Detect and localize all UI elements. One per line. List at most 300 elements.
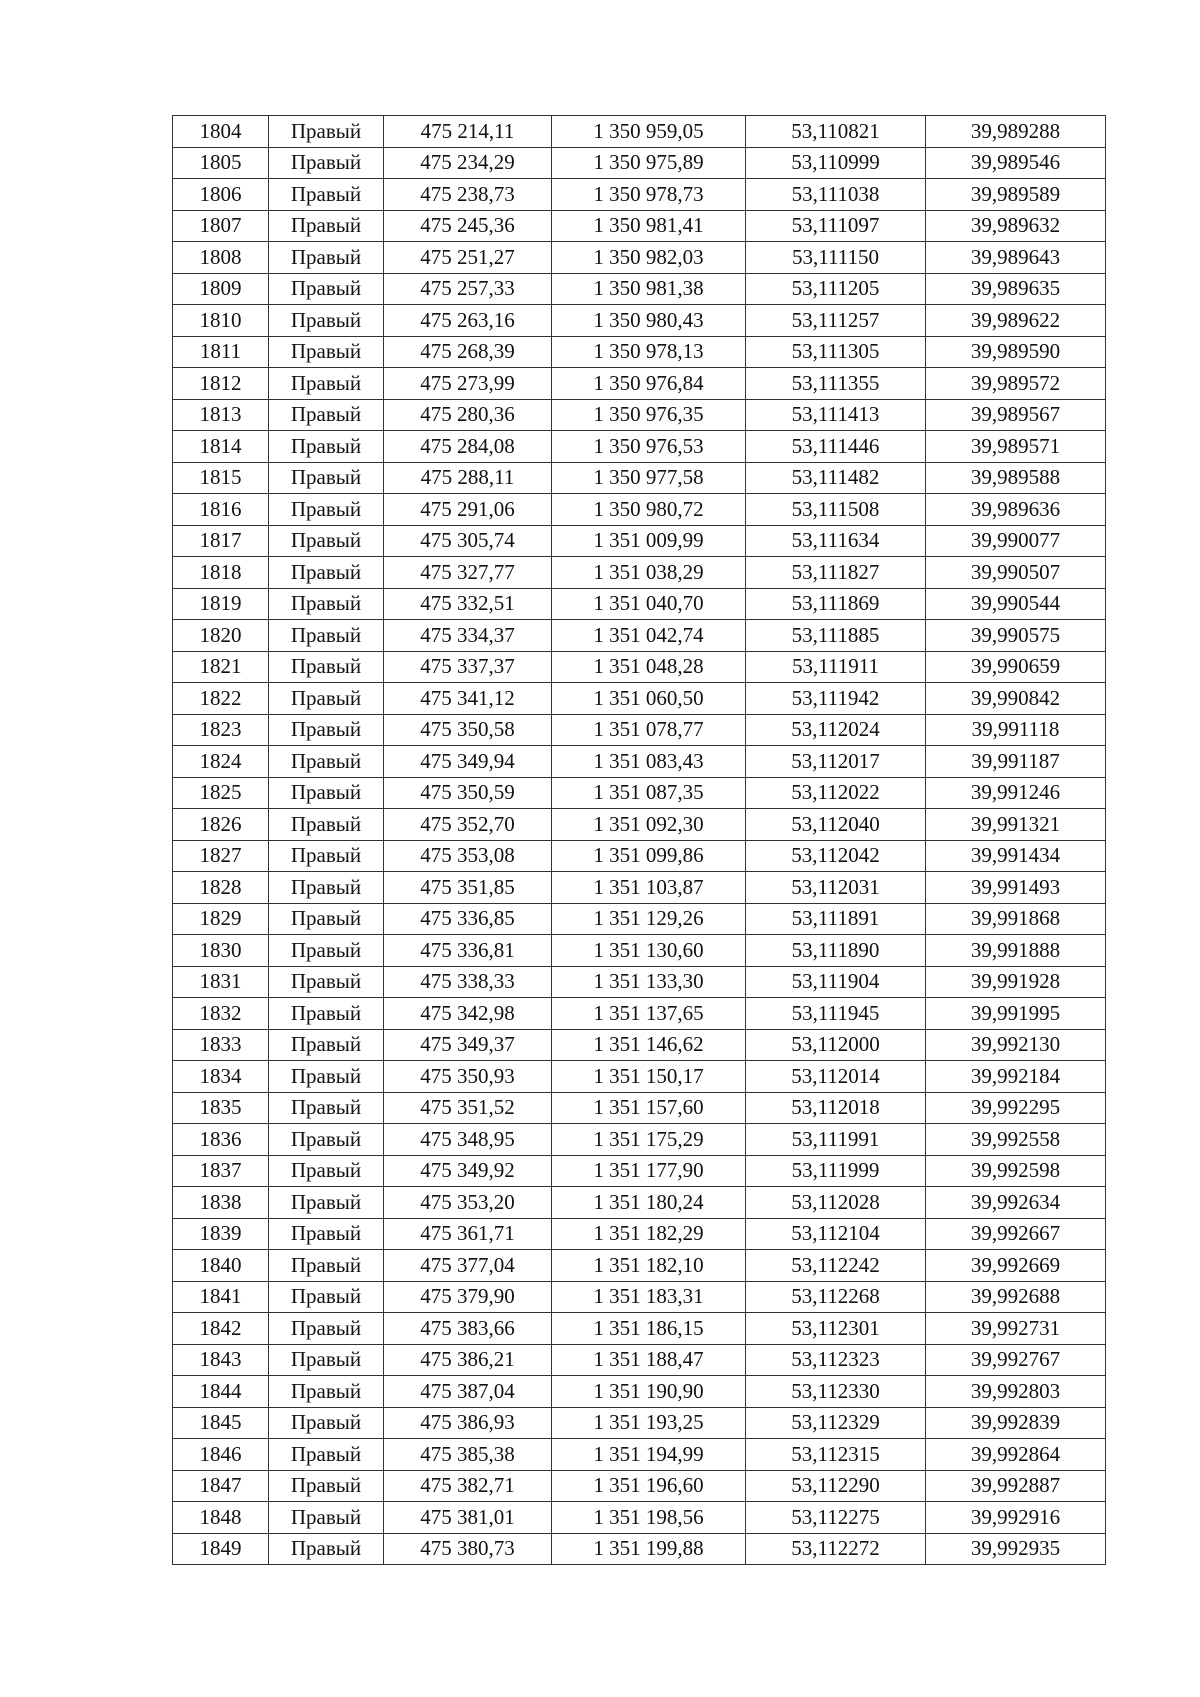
table-row (173, 651, 1106, 683)
y-coordinate-cell: 1 350 975,89 (552, 147, 746, 179)
table-row (173, 966, 1106, 998)
latitude-cell: 53,111482 (746, 462, 926, 494)
point-number-cell: 1811 (173, 336, 269, 368)
longitude-cell: 39,991246 (926, 777, 1106, 809)
y-coordinate-cell: 1 350 978,73 (552, 179, 746, 211)
latitude-cell: 53,112022 (746, 777, 926, 809)
table-row (173, 1061, 1106, 1093)
point-number-cell: 1818 (173, 557, 269, 589)
table-row (173, 1470, 1106, 1502)
longitude-cell: 39,989622 (926, 305, 1106, 337)
latitude-cell: 53,111205 (746, 273, 926, 305)
y-coordinate-cell: 1 351 183,31 (552, 1281, 746, 1313)
x-coordinate-cell: 475 238,73 (384, 179, 552, 211)
y-coordinate-cell: 1 351 048,28 (552, 651, 746, 683)
table-row (173, 1313, 1106, 1345)
longitude-cell: 39,991118 (926, 714, 1106, 746)
point-number-cell: 1831 (173, 966, 269, 998)
point-number-cell: 1838 (173, 1187, 269, 1219)
latitude-cell: 53,111945 (746, 998, 926, 1030)
table-row (173, 147, 1106, 179)
latitude-cell: 53,111827 (746, 557, 926, 589)
x-coordinate-cell: 475 305,74 (384, 525, 552, 557)
latitude-cell: 53,112275 (746, 1502, 926, 1534)
longitude-cell: 39,992295 (926, 1092, 1106, 1124)
point-number-cell: 1842 (173, 1313, 269, 1345)
side-cell: Правый (269, 966, 384, 998)
longitude-cell: 39,992731 (926, 1313, 1106, 1345)
y-coordinate-cell: 1 351 188,47 (552, 1344, 746, 1376)
side-cell: Правый (269, 1407, 384, 1439)
point-number-cell: 1847 (173, 1470, 269, 1502)
table-row (173, 116, 1106, 148)
x-coordinate-cell: 475 349,37 (384, 1029, 552, 1061)
table-row (173, 935, 1106, 967)
longitude-cell: 39,990659 (926, 651, 1106, 683)
latitude-cell: 53,111634 (746, 525, 926, 557)
point-number-cell: 1849 (173, 1533, 269, 1565)
x-coordinate-cell: 475 377,04 (384, 1250, 552, 1282)
side-cell: Правый (269, 494, 384, 526)
point-number-cell: 1843 (173, 1344, 269, 1376)
side-cell: Правый (269, 147, 384, 179)
side-cell: Правый (269, 620, 384, 652)
latitude-cell: 53,111885 (746, 620, 926, 652)
latitude-cell: 53,112024 (746, 714, 926, 746)
point-number-cell: 1835 (173, 1092, 269, 1124)
longitude-cell: 39,992767 (926, 1344, 1106, 1376)
point-number-cell: 1808 (173, 242, 269, 274)
x-coordinate-cell: 475 349,94 (384, 746, 552, 778)
x-coordinate-cell: 475 379,90 (384, 1281, 552, 1313)
point-number-cell: 1806 (173, 179, 269, 211)
latitude-cell: 53,112028 (746, 1187, 926, 1219)
side-cell: Правый (269, 1533, 384, 1565)
y-coordinate-cell: 1 351 186,15 (552, 1313, 746, 1345)
y-coordinate-cell: 1 351 157,60 (552, 1092, 746, 1124)
x-coordinate-cell: 475 288,11 (384, 462, 552, 494)
side-cell: Правый (269, 462, 384, 494)
y-coordinate-cell: 1 351 175,29 (552, 1124, 746, 1156)
x-coordinate-cell: 475 361,71 (384, 1218, 552, 1250)
table-row (173, 998, 1106, 1030)
longitude-cell: 39,989546 (926, 147, 1106, 179)
side-cell: Правый (269, 1029, 384, 1061)
point-number-cell: 1828 (173, 872, 269, 904)
y-coordinate-cell: 1 351 180,24 (552, 1187, 746, 1219)
side-cell: Правый (269, 1344, 384, 1376)
y-coordinate-cell: 1 351 196,60 (552, 1470, 746, 1502)
x-coordinate-cell: 475 291,06 (384, 494, 552, 526)
longitude-cell: 39,991928 (926, 966, 1106, 998)
side-cell: Правый (269, 431, 384, 463)
y-coordinate-cell: 1 351 078,77 (552, 714, 746, 746)
coordinates-table-body (173, 116, 1106, 1565)
side-cell: Правый (269, 210, 384, 242)
y-coordinate-cell: 1 351 040,70 (552, 588, 746, 620)
latitude-cell: 53,111355 (746, 368, 926, 400)
latitude-cell: 53,112018 (746, 1092, 926, 1124)
side-cell: Правый (269, 336, 384, 368)
y-coordinate-cell: 1 350 977,58 (552, 462, 746, 494)
coordinates-table (172, 115, 1106, 1565)
point-number-cell: 1833 (173, 1029, 269, 1061)
side-cell: Правый (269, 1250, 384, 1282)
y-coordinate-cell: 1 351 190,90 (552, 1376, 746, 1408)
x-coordinate-cell: 475 381,01 (384, 1502, 552, 1534)
latitude-cell: 53,111869 (746, 588, 926, 620)
table-row (173, 399, 1106, 431)
x-coordinate-cell: 475 336,85 (384, 903, 552, 935)
point-number-cell: 1834 (173, 1061, 269, 1093)
table-row (173, 494, 1106, 526)
longitude-cell: 39,992184 (926, 1061, 1106, 1093)
y-coordinate-cell: 1 351 092,30 (552, 809, 746, 841)
x-coordinate-cell: 475 327,77 (384, 557, 552, 589)
point-number-cell: 1822 (173, 683, 269, 715)
y-coordinate-cell: 1 350 978,13 (552, 336, 746, 368)
longitude-cell: 39,989288 (926, 116, 1106, 148)
y-coordinate-cell: 1 350 980,43 (552, 305, 746, 337)
longitude-cell: 39,992634 (926, 1187, 1106, 1219)
longitude-cell: 39,992558 (926, 1124, 1106, 1156)
latitude-cell: 53,111038 (746, 179, 926, 211)
table-row (173, 210, 1106, 242)
table-row (173, 1533, 1106, 1565)
point-number-cell: 1829 (173, 903, 269, 935)
side-cell: Правый (269, 777, 384, 809)
table-row (173, 1502, 1106, 1534)
table-row (173, 809, 1106, 841)
longitude-cell: 39,989636 (926, 494, 1106, 526)
side-cell: Правый (269, 872, 384, 904)
latitude-cell: 53,112017 (746, 746, 926, 778)
point-number-cell: 1837 (173, 1155, 269, 1187)
point-number-cell: 1845 (173, 1407, 269, 1439)
x-coordinate-cell: 475 350,59 (384, 777, 552, 809)
y-coordinate-cell: 1 351 009,99 (552, 525, 746, 557)
table-row (173, 1124, 1106, 1156)
y-coordinate-cell: 1 351 038,29 (552, 557, 746, 589)
x-coordinate-cell: 475 383,66 (384, 1313, 552, 1345)
point-number-cell: 1820 (173, 620, 269, 652)
y-coordinate-cell: 1 350 959,05 (552, 116, 746, 148)
table-row (173, 1407, 1106, 1439)
longitude-cell: 39,992864 (926, 1439, 1106, 1471)
table-row (173, 525, 1106, 557)
point-number-cell: 1823 (173, 714, 269, 746)
side-cell: Правый (269, 746, 384, 778)
table-row (173, 557, 1106, 589)
latitude-cell: 53,112315 (746, 1439, 926, 1471)
table-row (173, 336, 1106, 368)
latitude-cell: 53,112031 (746, 872, 926, 904)
point-number-cell: 1848 (173, 1502, 269, 1534)
latitude-cell: 53,112290 (746, 1470, 926, 1502)
latitude-cell: 53,111446 (746, 431, 926, 463)
longitude-cell: 39,991888 (926, 935, 1106, 967)
longitude-cell: 39,991187 (926, 746, 1106, 778)
longitude-cell: 39,992916 (926, 1502, 1106, 1534)
side-cell: Правый (269, 1376, 384, 1408)
side-cell: Правый (269, 1155, 384, 1187)
side-cell: Правый (269, 903, 384, 935)
latitude-cell: 53,112329 (746, 1407, 926, 1439)
x-coordinate-cell: 475 351,52 (384, 1092, 552, 1124)
table-row (173, 1155, 1106, 1187)
y-coordinate-cell: 1 351 083,43 (552, 746, 746, 778)
latitude-cell: 53,112301 (746, 1313, 926, 1345)
latitude-cell: 53,111257 (746, 305, 926, 337)
point-number-cell: 1840 (173, 1250, 269, 1282)
latitude-cell: 53,111904 (746, 966, 926, 998)
x-coordinate-cell: 475 336,81 (384, 935, 552, 967)
side-cell: Правый (269, 714, 384, 746)
x-coordinate-cell: 475 273,99 (384, 368, 552, 400)
point-number-cell: 1825 (173, 777, 269, 809)
y-coordinate-cell: 1 351 129,26 (552, 903, 746, 935)
longitude-cell: 39,991493 (926, 872, 1106, 904)
x-coordinate-cell: 475 353,08 (384, 840, 552, 872)
point-number-cell: 1826 (173, 809, 269, 841)
point-number-cell: 1821 (173, 651, 269, 683)
x-coordinate-cell: 475 349,92 (384, 1155, 552, 1187)
table-row (173, 1439, 1106, 1471)
y-coordinate-cell: 1 351 199,88 (552, 1533, 746, 1565)
x-coordinate-cell: 475 338,33 (384, 966, 552, 998)
y-coordinate-cell: 1 350 976,53 (552, 431, 746, 463)
side-cell: Правый (269, 557, 384, 589)
x-coordinate-cell: 475 245,36 (384, 210, 552, 242)
longitude-cell: 39,989632 (926, 210, 1106, 242)
side-cell: Правый (269, 651, 384, 683)
y-coordinate-cell: 1 351 182,10 (552, 1250, 746, 1282)
side-cell: Правый (269, 179, 384, 211)
point-number-cell: 1827 (173, 840, 269, 872)
x-coordinate-cell: 475 385,38 (384, 1439, 552, 1471)
table-row (173, 179, 1106, 211)
y-coordinate-cell: 1 350 980,72 (552, 494, 746, 526)
side-cell: Правый (269, 1061, 384, 1093)
longitude-cell: 39,991995 (926, 998, 1106, 1030)
y-coordinate-cell: 1 351 150,17 (552, 1061, 746, 1093)
longitude-cell: 39,991868 (926, 903, 1106, 935)
longitude-cell: 39,989589 (926, 179, 1106, 211)
latitude-cell: 53,112323 (746, 1344, 926, 1376)
table-row (173, 620, 1106, 652)
side-cell: Правый (269, 840, 384, 872)
longitude-cell: 39,992130 (926, 1029, 1106, 1061)
latitude-cell: 53,111911 (746, 651, 926, 683)
x-coordinate-cell: 475 263,16 (384, 305, 552, 337)
side-cell: Правый (269, 1218, 384, 1250)
table-row (173, 1092, 1106, 1124)
x-coordinate-cell: 475 341,12 (384, 683, 552, 715)
longitude-cell: 39,992935 (926, 1533, 1106, 1565)
point-number-cell: 1817 (173, 525, 269, 557)
point-number-cell: 1819 (173, 588, 269, 620)
y-coordinate-cell: 1 351 060,50 (552, 683, 746, 715)
point-number-cell: 1814 (173, 431, 269, 463)
side-cell: Правый (269, 368, 384, 400)
longitude-cell: 39,990575 (926, 620, 1106, 652)
table-row (173, 305, 1106, 337)
side-cell: Правый (269, 525, 384, 557)
point-number-cell: 1832 (173, 998, 269, 1030)
point-number-cell: 1809 (173, 273, 269, 305)
side-cell: Правый (269, 1281, 384, 1313)
x-coordinate-cell: 475 386,93 (384, 1407, 552, 1439)
longitude-cell: 39,989635 (926, 273, 1106, 305)
latitude-cell: 53,111413 (746, 399, 926, 431)
point-number-cell: 1804 (173, 116, 269, 148)
longitude-cell: 39,992839 (926, 1407, 1106, 1439)
y-coordinate-cell: 1 351 146,62 (552, 1029, 746, 1061)
longitude-cell: 39,990842 (926, 683, 1106, 715)
x-coordinate-cell: 475 334,37 (384, 620, 552, 652)
y-coordinate-cell: 1 350 976,35 (552, 399, 746, 431)
y-coordinate-cell: 1 351 182,29 (552, 1218, 746, 1250)
table-row (173, 1344, 1106, 1376)
side-cell: Правый (269, 1124, 384, 1156)
latitude-cell: 53,111991 (746, 1124, 926, 1156)
longitude-cell: 39,992887 (926, 1470, 1106, 1502)
y-coordinate-cell: 1 351 099,86 (552, 840, 746, 872)
latitude-cell: 53,111097 (746, 210, 926, 242)
table-row (173, 903, 1106, 935)
side-cell: Правый (269, 399, 384, 431)
point-number-cell: 1807 (173, 210, 269, 242)
table-row (173, 777, 1106, 809)
y-coordinate-cell: 1 351 133,30 (552, 966, 746, 998)
x-coordinate-cell: 475 348,95 (384, 1124, 552, 1156)
x-coordinate-cell: 475 382,71 (384, 1470, 552, 1502)
side-cell: Правый (269, 1187, 384, 1219)
point-number-cell: 1841 (173, 1281, 269, 1313)
latitude-cell: 53,112042 (746, 840, 926, 872)
side-cell: Правый (269, 1313, 384, 1345)
point-number-cell: 1805 (173, 147, 269, 179)
side-cell: Правый (269, 1092, 384, 1124)
longitude-cell: 39,989588 (926, 462, 1106, 494)
x-coordinate-cell: 475 386,21 (384, 1344, 552, 1376)
point-number-cell: 1815 (173, 462, 269, 494)
y-coordinate-cell: 1 351 042,74 (552, 620, 746, 652)
side-cell: Правый (269, 809, 384, 841)
y-coordinate-cell: 1 351 194,99 (552, 1439, 746, 1471)
longitude-cell: 39,989643 (926, 242, 1106, 274)
longitude-cell: 39,989567 (926, 399, 1106, 431)
x-coordinate-cell: 475 380,73 (384, 1533, 552, 1565)
y-coordinate-cell: 1 351 137,65 (552, 998, 746, 1030)
latitude-cell: 53,112330 (746, 1376, 926, 1408)
x-coordinate-cell: 475 337,37 (384, 651, 552, 683)
point-number-cell: 1824 (173, 746, 269, 778)
x-coordinate-cell: 475 268,39 (384, 336, 552, 368)
side-cell: Правый (269, 935, 384, 967)
latitude-cell: 53,112014 (746, 1061, 926, 1093)
table-row (173, 746, 1106, 778)
latitude-cell: 53,112000 (746, 1029, 926, 1061)
longitude-cell: 39,989572 (926, 368, 1106, 400)
y-coordinate-cell: 1 351 087,35 (552, 777, 746, 809)
table-row (173, 1250, 1106, 1282)
x-coordinate-cell: 475 387,04 (384, 1376, 552, 1408)
x-coordinate-cell: 475 351,85 (384, 872, 552, 904)
table-row (173, 242, 1106, 274)
point-number-cell: 1812 (173, 368, 269, 400)
longitude-cell: 39,992669 (926, 1250, 1106, 1282)
longitude-cell: 39,992598 (926, 1155, 1106, 1187)
y-coordinate-cell: 1 351 103,87 (552, 872, 746, 904)
side-cell: Правый (269, 242, 384, 274)
side-cell: Правый (269, 683, 384, 715)
x-coordinate-cell: 475 332,51 (384, 588, 552, 620)
y-coordinate-cell: 1 350 982,03 (552, 242, 746, 274)
table-row (173, 683, 1106, 715)
longitude-cell: 39,989590 (926, 336, 1106, 368)
x-coordinate-cell: 475 284,08 (384, 431, 552, 463)
table-row (173, 1187, 1106, 1219)
y-coordinate-cell: 1 351 198,56 (552, 1502, 746, 1534)
x-coordinate-cell: 475 350,58 (384, 714, 552, 746)
side-cell: Правый (269, 273, 384, 305)
latitude-cell: 53,112268 (746, 1281, 926, 1313)
table-row (173, 588, 1106, 620)
table-row (173, 872, 1106, 904)
latitude-cell: 53,112272 (746, 1533, 926, 1565)
x-coordinate-cell: 475 280,36 (384, 399, 552, 431)
y-coordinate-cell: 1 351 130,60 (552, 935, 746, 967)
point-number-cell: 1839 (173, 1218, 269, 1250)
latitude-cell: 53,110821 (746, 116, 926, 148)
latitude-cell: 53,112040 (746, 809, 926, 841)
point-number-cell: 1816 (173, 494, 269, 526)
point-number-cell: 1846 (173, 1439, 269, 1471)
table-row (173, 462, 1106, 494)
side-cell: Правый (269, 116, 384, 148)
table-row (173, 1218, 1106, 1250)
y-coordinate-cell: 1 350 976,84 (552, 368, 746, 400)
latitude-cell: 53,111150 (746, 242, 926, 274)
point-number-cell: 1813 (173, 399, 269, 431)
y-coordinate-cell: 1 350 981,41 (552, 210, 746, 242)
table-row (173, 368, 1106, 400)
y-coordinate-cell: 1 351 177,90 (552, 1155, 746, 1187)
x-coordinate-cell: 475 353,20 (384, 1187, 552, 1219)
longitude-cell: 39,990544 (926, 588, 1106, 620)
table-row (173, 273, 1106, 305)
longitude-cell: 39,990077 (926, 525, 1106, 557)
longitude-cell: 39,989571 (926, 431, 1106, 463)
side-cell: Правый (269, 588, 384, 620)
x-coordinate-cell: 475 352,70 (384, 809, 552, 841)
latitude-cell: 53,112242 (746, 1250, 926, 1282)
latitude-cell: 53,112104 (746, 1218, 926, 1250)
table-row (173, 1376, 1106, 1408)
side-cell: Правый (269, 998, 384, 1030)
y-coordinate-cell: 1 351 193,25 (552, 1407, 746, 1439)
longitude-cell: 39,990507 (926, 557, 1106, 589)
latitude-cell: 53,110999 (746, 147, 926, 179)
x-coordinate-cell: 475 251,27 (384, 242, 552, 274)
point-number-cell: 1830 (173, 935, 269, 967)
side-cell: Правый (269, 1470, 384, 1502)
point-number-cell: 1844 (173, 1376, 269, 1408)
table-row (173, 714, 1106, 746)
point-number-cell: 1810 (173, 305, 269, 337)
latitude-cell: 53,111999 (746, 1155, 926, 1187)
